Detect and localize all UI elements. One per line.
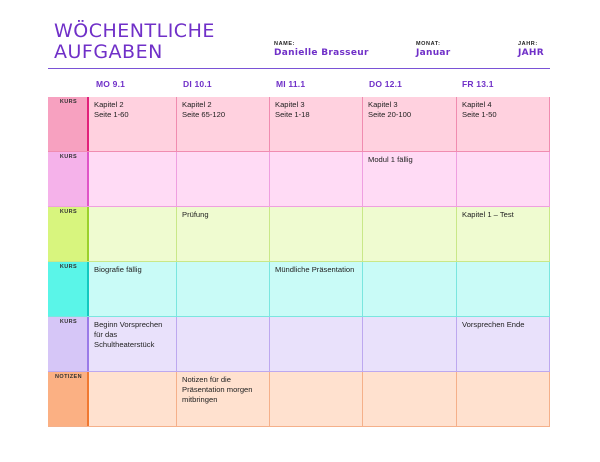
row-label-text: NOTIZEN	[55, 374, 82, 380]
schedule-cell[interactable]	[89, 152, 177, 207]
schedule-row	[48, 262, 551, 317]
day-header-tue: DI 10.1	[183, 79, 212, 89]
schedule-cell[interactable]: Kapitel 1 – Test	[457, 207, 550, 262]
schedule-cell[interactable]	[457, 372, 550, 427]
schedule-row	[48, 97, 551, 152]
schedule-cell[interactable]	[177, 152, 270, 207]
day-header-wed: MI 11.1	[276, 79, 306, 89]
header-divider	[48, 68, 550, 69]
year-field	[518, 41, 544, 59]
schedule-cell[interactable]	[457, 152, 550, 207]
schedule-cell[interactable]: Kapitel 2 Seite 65-120	[177, 97, 270, 152]
name-field	[274, 41, 369, 59]
schedule-row	[48, 317, 551, 372]
name-value[interactable]: Danielle Brasseur	[274, 48, 369, 58]
schedule-cell[interactable]	[363, 262, 457, 317]
schedule-cell[interactable]	[270, 372, 363, 427]
row-accent-bar	[87, 152, 89, 206]
row-accent-bar	[87, 97, 89, 151]
schedule-cell[interactable]: Mündliche Präsentation	[270, 262, 363, 317]
day-header-fri: FR 13.1	[462, 79, 494, 89]
row-label-text: KURS	[59, 209, 78, 215]
row-label-text: KURS	[59, 319, 78, 325]
row-label	[48, 262, 89, 317]
schedule-cell[interactable]: Kapitel 2 Seite 1-60	[89, 97, 177, 152]
schedule-cell[interactable]: Kapitel 3 Seite 1-18	[270, 97, 363, 152]
page-title: WÖCHENTLICHE AUFGABEN	[54, 20, 215, 63]
schedule-row	[48, 372, 551, 427]
schedule-cell[interactable]: Vorsprechen Ende	[457, 317, 550, 372]
schedule-cell[interactable]: Kapitel 4 Seite 1-50	[457, 97, 550, 152]
schedule-row	[48, 152, 551, 207]
row-label-text: KURS	[59, 154, 78, 160]
schedule-cell[interactable]: Notizen für die Präsentation morgen mitbringen	[177, 372, 270, 427]
row-label	[48, 97, 89, 152]
row-label-text: KURS	[59, 264, 78, 270]
row-label	[48, 317, 89, 372]
row-label	[48, 207, 89, 262]
row-accent-bar	[87, 207, 89, 261]
schedule-cell[interactable]	[270, 152, 363, 207]
schedule-cell[interactable]: Beginn Vorsprechen für das Schultheaterstück	[89, 317, 177, 372]
schedule-cell[interactable]	[177, 317, 270, 372]
schedule-cell[interactable]	[89, 372, 177, 427]
schedule-cell[interactable]	[270, 207, 363, 262]
schedule-cell[interactable]	[363, 207, 457, 262]
month-field	[416, 41, 451, 59]
day-header-mon: MO 9.1	[96, 79, 126, 89]
schedule-cell[interactable]: Modul 1 fällig	[363, 152, 457, 207]
month-value[interactable]: Januar	[416, 48, 451, 58]
schedule-cell[interactable]	[89, 207, 177, 262]
schedule-cell[interactable]: Kapitel 3 Seite 20-100	[363, 97, 457, 152]
schedule-row	[48, 207, 551, 262]
schedule-cell[interactable]	[363, 317, 457, 372]
year-label: JAHR:	[518, 41, 538, 47]
schedule-cell[interactable]	[457, 262, 550, 317]
name-label: NAME:	[274, 41, 296, 47]
row-accent-bar	[87, 262, 89, 316]
schedule-cell[interactable]	[177, 262, 270, 317]
year-value[interactable]: JAHR	[518, 48, 544, 58]
month-label: MONAT:	[416, 41, 441, 47]
row-label	[48, 372, 89, 427]
row-label	[48, 152, 89, 207]
schedule-cell[interactable]: Biografie fällig	[89, 262, 177, 317]
schedule-cell[interactable]: Prüfung	[177, 207, 270, 262]
row-accent-bar	[87, 317, 89, 371]
schedule-cell[interactable]	[363, 372, 457, 427]
day-header-thu: DO 12.1	[369, 79, 403, 89]
row-accent-bar	[87, 372, 89, 426]
schedule-grid	[48, 97, 551, 427]
row-label-text: KURS	[59, 99, 78, 105]
schedule-cell[interactable]	[270, 317, 363, 372]
